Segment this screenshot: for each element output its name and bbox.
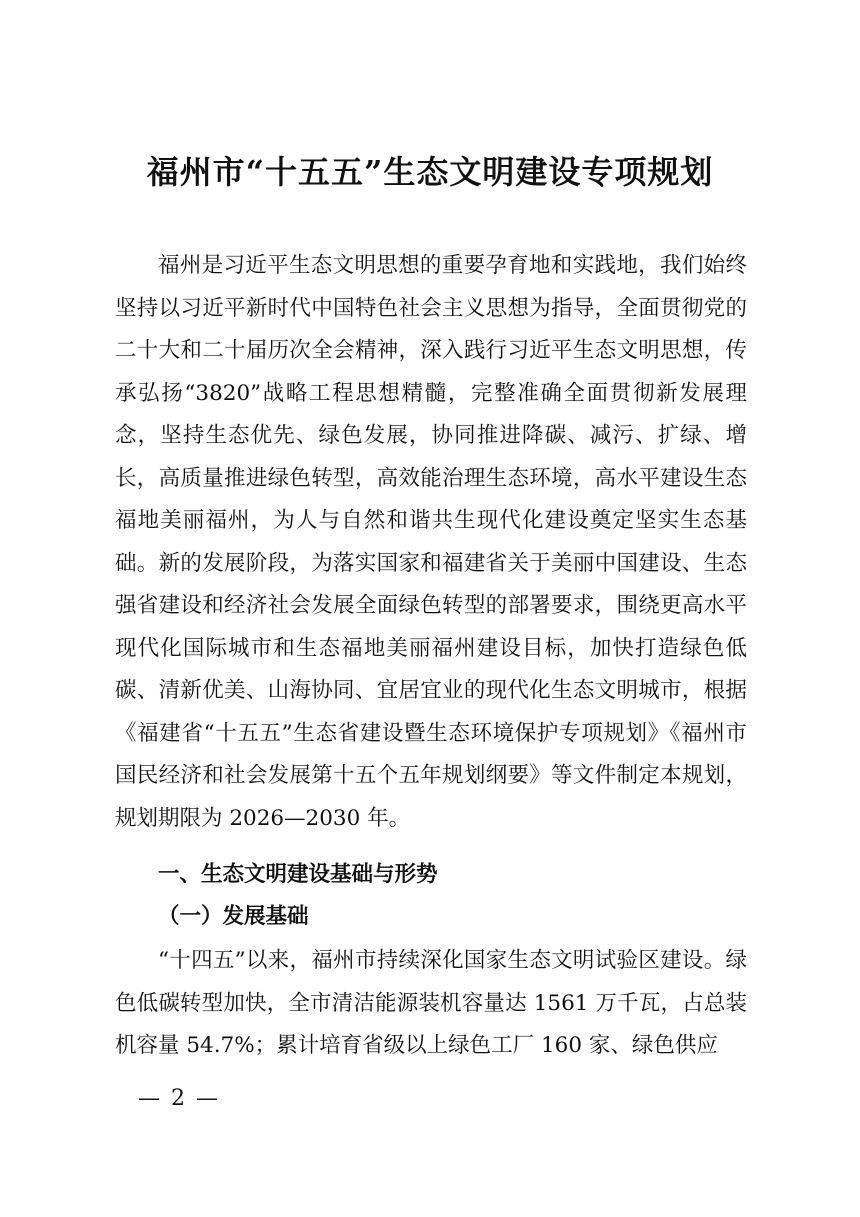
- document-title: 福州市“十五五”生态文明建设专项规划: [146, 153, 714, 191]
- page-number: — 2 —: [138, 1086, 220, 1111]
- section-paragraph: “十四五”以来，福州市持续深化国家生态文明试验区建设。绿色低碳转型加快，全市清洁能源装机容量达 1561 万千瓦，占总装机容量 54.7%；累计培育省级以上绿色工厂 160 家、绿色供应: [115, 948, 747, 1058]
- section-heading: 一、生态文明建设基础与形势: [158, 862, 438, 887]
- intro-paragraph: 福州是习近平生态文明思想的重要孕育地和实践地，我们始终坚持以习近平新时代中国特色社会主义思想为指导，全面贯彻党的二十大和二十届历次全会精神，深入践行习近平生态文明思想，传承弘扬“3820”战略工程思想精髓，完整准确全面贯彻新发展理念，坚持生态优先、绿色发展，协同推进降碳、减污、扩绿、增长，高质量推进绿色转型，高效能治理生态环境，高水平建设生态福地美丽福州，为人与自然和谐共生现代化建设奠定坚实生态基础。新的发展阶段，为落实国家和福建省关于美丽中国建设、生态强省建设和经济社会发展全面绿色转型的部署要求，围绕更高水平现代化国际城市和生态福地美丽福州建设目标，加快打造绿色低碳、清新优美、山海协同、宜居宜业的现代化生态文明城市，根据《福建省“十五五”生态省建设暨生态环境保护专项规划》《福州市国民经济和社会发展第十五个五年规划纲要》等文件制定本规划，规划期限为 2026—2030 年。: [115, 253, 747, 831]
- subsection-heading: （一）发展基础: [158, 904, 309, 929]
